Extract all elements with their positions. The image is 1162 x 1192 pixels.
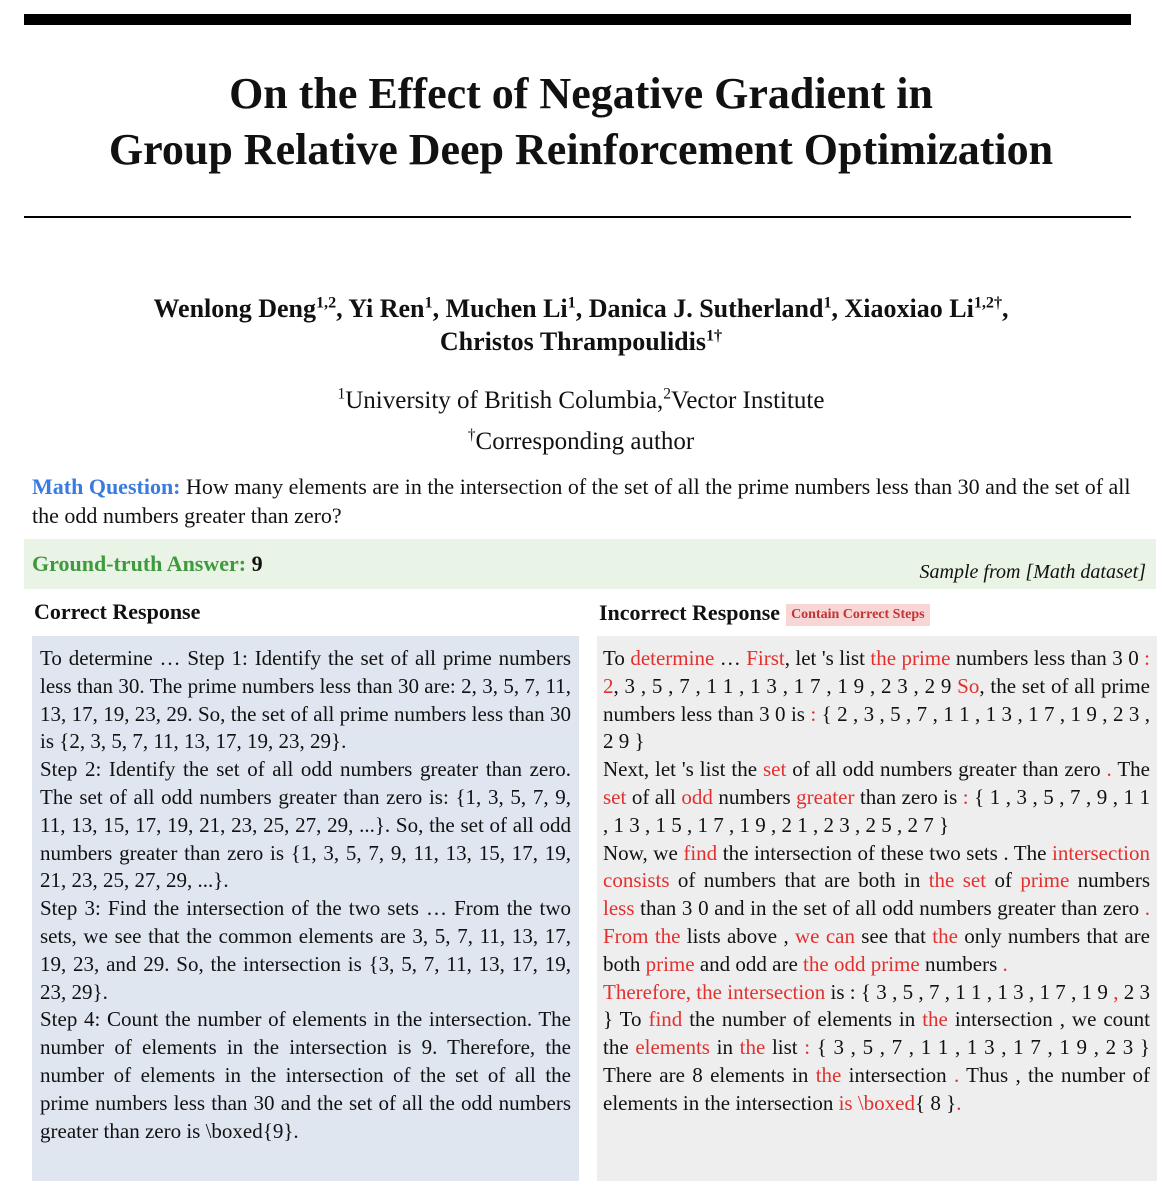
incorrect-response-paragraph xyxy=(603,645,1150,756)
ground-truth-label-text: Ground-truth Answer: xyxy=(32,551,247,576)
ground-truth-label xyxy=(32,551,263,577)
correct-response-paragraph: Step 2: Identify the set of all odd numbers greater than zero. The set of all odd numbers greater than zero is: {1, 3, 5, 7, 9, 11, 13, 15, 17, 19, 21, 23, 25, 27, 29, ...}. So, the set of all odd numbers greater than zero is {1, 3, 5, 7, 9, 11, 13, 15, 17, 19, 21, 23, 25, 27, 29, ...}. xyxy=(40,757,571,893)
question-label: Math Question: xyxy=(32,474,181,499)
question-text: How many elements are in the intersection of the set of all the prime numbers less than 30 and the set of all the odd numbers greater than zero? xyxy=(32,474,1131,528)
response-text: numbers xyxy=(919,951,1003,976)
author-name: Xiaoxiao Li xyxy=(844,294,974,323)
highlighted-token: , xyxy=(1113,979,1119,1004)
response-text: of all odd numbers greater than zero xyxy=(786,757,1107,782)
author-affil-mark: 1† xyxy=(705,327,723,345)
corresponding-text: Corresponding author xyxy=(475,428,695,455)
response-text: than 3 0 and in the set of all odd numbers greater than zero xyxy=(634,896,1145,921)
paper-title xyxy=(0,66,1162,178)
response-text: see that xyxy=(854,923,933,948)
correct-response-paragraph: Step 4: Count the number of elements in the intersection. The number of elements in the intersection is 9. Therefore, the number of elements in the intersection of the set of all the prime numbers less than 30 and the set of all the odd numbers greater than zero is \boxed{9}. xyxy=(40,1007,571,1143)
highlighted-token: prime xyxy=(645,951,695,976)
affil-mark: 1 xyxy=(337,385,346,403)
highlighted-token: the set xyxy=(928,868,987,893)
top-rule xyxy=(24,14,1131,25)
highlighted-token: odd xyxy=(681,784,713,809)
highlighted-token: the xyxy=(739,1035,766,1060)
response-text: of numbers that are both in xyxy=(669,868,929,893)
highlighted-token: the xyxy=(932,923,958,948)
response-text: of xyxy=(986,868,1021,893)
author-affil-mark: 1 xyxy=(424,294,433,312)
response-text: Next, let 's list the xyxy=(603,757,763,782)
highlighted-token: set xyxy=(603,784,627,809)
author-name: Christos Thrampoulidis xyxy=(439,327,706,356)
response-text: the intersection of these two sets . The xyxy=(717,840,1053,865)
highlighted-token: Therefore, the intersection xyxy=(603,979,826,1004)
response-text: { 1 , 3 , 5 , 7 , 9 , 1 1 , 1 3 , 1 5 , 1 7 , 1 9 , 2 1 , 2 3 , 2 5 , 2 7 } xyxy=(603,784,1150,837)
response-text: To xyxy=(603,646,631,670)
correct-response-heading: Correct Response xyxy=(34,599,201,624)
highlighted-token: . xyxy=(956,1090,962,1115)
highlighted-token: . xyxy=(953,1062,960,1087)
highlighted-token: First xyxy=(746,646,785,670)
highlighted-token: . From the xyxy=(603,896,1150,948)
highlighted-token: So xyxy=(957,673,980,698)
highlighted-token: the xyxy=(922,1007,948,1032)
response-text: The xyxy=(1111,757,1150,782)
author-name: Yi Ren xyxy=(348,294,425,323)
author-affil-mark: 1 xyxy=(567,294,576,312)
correct-response-paragraph: To determine … Step 1: Identify the set of all prime numbers less than 30. The prime numbers less than 30 are: 2, 3, 5, 7, 11, 13, 17, 19, 23, 29. So, the set of all prime numbers less than 30 is {2, 3, 5, 7, 11, 13, 17, 19, 23, 29}. xyxy=(40,646,571,754)
response-text: , the set of all prime numbers less than 3 0 is xyxy=(603,673,1150,726)
highlighted-token: . xyxy=(1106,757,1112,782)
highlighted-token: determine xyxy=(630,646,715,670)
highlighted-token: elements xyxy=(635,1035,710,1060)
author-list xyxy=(0,292,1162,358)
highlighted-token: we can xyxy=(795,923,855,948)
author-name: Muchen Li xyxy=(445,294,568,323)
highlighted-token: greater xyxy=(796,784,855,809)
response-text: lists above , xyxy=(680,923,796,948)
title-rule xyxy=(24,216,1131,218)
author-affil-mark: 1,2† xyxy=(973,294,1003,312)
incorrect-response-paragraph xyxy=(603,840,1150,979)
response-text: only numbers that are both xyxy=(603,923,1150,976)
sample-source-note: Sample from [Math dataset] xyxy=(919,561,1146,583)
response-text: and odd are xyxy=(694,951,804,976)
response-text: … xyxy=(714,646,747,670)
response-text: numbers xyxy=(1069,868,1151,893)
response-text: Now, we xyxy=(603,840,684,865)
highlighted-token: intersection consists xyxy=(603,840,1150,893)
response-text: , let 's list xyxy=(784,646,871,670)
highlighted-token: : xyxy=(804,1035,811,1060)
response-text: numbers less than 3 0 xyxy=(950,646,1145,670)
highlighted-token: find xyxy=(683,840,718,865)
response-text: 2 3 } To xyxy=(603,979,1151,1032)
response-text: the number of elements in xyxy=(682,1007,923,1032)
response-text: , 3 , 5 , 7 , 1 1 , 1 3 , 1 7 , 1 9 , 2 3 , 2 9 xyxy=(613,673,958,698)
response-text: Thus , the number of elements in the intersection xyxy=(603,1062,1151,1115)
highlighted-token: prime xyxy=(1020,868,1070,893)
highlighted-token: is \boxed xyxy=(838,1090,916,1115)
response-text: of all xyxy=(626,784,682,809)
corresponding-author-note xyxy=(0,421,1162,462)
incorrect-response-heading: Incorrect Response xyxy=(599,600,781,625)
ground-truth-box xyxy=(24,539,1156,589)
correct-response-panel xyxy=(32,636,579,1181)
incorrect-response-panel xyxy=(597,636,1157,1181)
highlighted-token: less xyxy=(603,896,635,921)
response-text: { 3 , 5 , 7 , 1 1 , 1 3 , 1 7 , 1 9 , 2 3 } There are 8 elements in xyxy=(603,1035,1150,1087)
affiliations xyxy=(0,380,1162,462)
author-affil-mark: 1,2 xyxy=(316,294,337,312)
highlighted-token: : 2 xyxy=(603,646,1150,698)
title-line-2: Group Relative Deep Reinforcement Optimization xyxy=(108,125,1054,174)
incorrect-response-paragraph xyxy=(603,756,1150,839)
response-text: intersection xyxy=(841,1062,954,1087)
highlighted-token: the odd prime xyxy=(803,951,920,976)
author-affil-mark: 1 xyxy=(823,294,832,312)
ground-truth-value: 9 xyxy=(251,551,263,576)
correct-response-paragraph: Step 3: Find the intersection of the two sets … From the two sets, we see that the common elements are 3, 5, 7, 11, 13, 17, 19, 23, and 29. So, the intersection is {3, 5, 7, 11, 13, 17, 19, 23, 29}. xyxy=(40,896,571,1004)
author-line-1: Wenlong Deng$^{1,2}$, Yi Ren$^1$, Muchen Li$^1$, Danica J. Sutherland$^1$, Xiaoxiao $Li^{1,2\dagger}$, xyxy=(153,294,1009,323)
contain-correct-steps-badge: Contain Correct Steps xyxy=(786,604,930,626)
dagger-mark: † xyxy=(467,426,476,444)
highlighted-token: : xyxy=(962,784,969,809)
highlighted-token: the xyxy=(815,1062,842,1087)
math-question xyxy=(32,472,1152,530)
response-text: is : { 3 , 5 , 7 , 1 1 , 1 3 , 1 7 , 1 9 xyxy=(825,979,1114,1004)
response-text: in xyxy=(709,1035,740,1060)
highlighted-token: : xyxy=(810,701,817,726)
affil-mark: 2 xyxy=(663,385,672,403)
response-text: numbers xyxy=(712,784,797,809)
affiliation-name: Vector Institute xyxy=(671,387,825,414)
author-name: Wenlong Deng xyxy=(153,294,316,323)
incorrect-response-heading-wrap xyxy=(599,600,930,626)
incorrect-response-paragraph xyxy=(603,979,1150,1118)
highlighted-token: the prime xyxy=(870,646,951,670)
author-line-2 xyxy=(0,325,1162,358)
highlighted-token: find xyxy=(648,1007,683,1032)
affiliation-name: University of British Columbia, xyxy=(345,387,664,414)
response-text: list xyxy=(765,1035,805,1060)
author-name: Danica J. Sutherland xyxy=(588,294,824,323)
affiliation-line xyxy=(0,380,1162,421)
response-text: { 8 } xyxy=(915,1090,957,1115)
highlighted-token: set xyxy=(762,757,787,782)
title-line-1: On the Effect of Negative Gradient in xyxy=(229,69,933,118)
highlighted-token: . xyxy=(1002,951,1008,976)
response-text: intersection , we count the xyxy=(603,1007,1151,1060)
response-text: { 2 , 3 , 5 , 7 , 1 1 , 1 3 , 1 7 , 1 9 , 2 3 , 2 9 } xyxy=(603,701,1150,754)
response-text: than zero is xyxy=(854,784,963,809)
